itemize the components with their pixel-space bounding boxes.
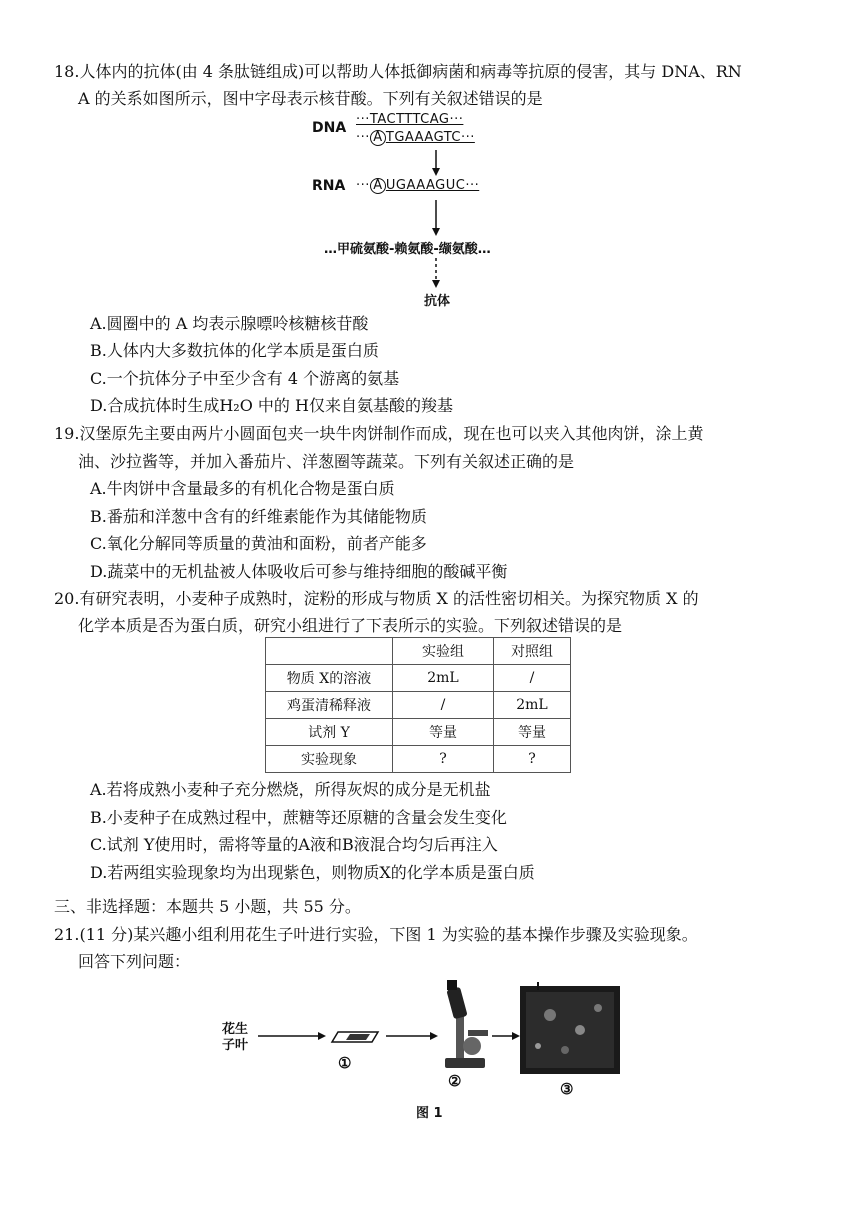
q20-stem-line2: 化学本质是否为蛋白质，研究小组进行了下表所示的实验。下列叙述错误的是 [78, 616, 623, 635]
table-cell [266, 638, 393, 665]
table-cell: 鸡蛋清稀释液 [266, 692, 393, 719]
q18-option-b: B.人体内大多数抗体的化学本质是蛋白质 [90, 341, 379, 360]
arrow-dna-rna-head [432, 168, 440, 176]
table-cell: 对照组 [494, 638, 571, 665]
microscope-icon [445, 980, 488, 1068]
protein-chain: …甲硫氨酸-赖氨酸-缬氨酸… [324, 242, 491, 257]
table-cell: 实验组 [393, 638, 494, 665]
q21-stem-line2: 回答下列问题： [78, 952, 191, 971]
rna-strand [356, 178, 479, 194]
arrow-rna-protein-head [432, 228, 440, 236]
q18-option-a: A.圆圈中的 A 均表示腺嘌呤核糖核苷酸 [90, 314, 369, 333]
arrow-1-head [318, 1032, 326, 1040]
figure-1 [220, 960, 640, 1120]
q20-stem-line1: 20.有研究表明，小麦种子成熟时，淀粉的形成与物质 X 的活性密切相关。为探究物质 X 的 [54, 589, 699, 608]
dna-label: DNA [312, 120, 347, 136]
peanut-label-line1: 花生 [222, 1022, 249, 1037]
micrograph-image [520, 982, 620, 1074]
q18-stem-line2: A 的关系如图所示，图中字母表示核苷酸。下列有关叙述错误的是 [78, 89, 543, 108]
step-1-label: ① [338, 1054, 352, 1072]
q19-option-a: A.牛肉饼中含量最多的有机化合物是蛋白质 [90, 479, 395, 498]
step-2-label: ② [448, 1072, 462, 1090]
table-cell: 试剂 Y [266, 719, 393, 746]
q20-option-c: C.试剂 Y使用时，需将等量的A液和B液混合均匀后再注入 [90, 835, 498, 854]
rna-strand-dots: ··· [356, 178, 370, 193]
table-row [266, 665, 571, 692]
q20-option-b: B.小麦种子在成熟过程中，蔗糖等还原糖的含量会发生变化 [90, 808, 507, 827]
table-cell: ? [393, 746, 494, 773]
dna-strand-dots: ··· [356, 130, 370, 145]
peanut-label-line2: 子叶 [222, 1038, 249, 1053]
dna-rna-protein-figure [300, 108, 560, 308]
arrow-2-head [430, 1032, 438, 1040]
step-3-label: ③ [560, 1080, 574, 1098]
q18-option-d: D.合成抗体时生成H₂O 中的 H仅来自氨基酸的羧基 [90, 396, 453, 415]
q21-stem-line1: 21.(11 分)某兴趣小组利用花生子叶进行实验，下图 1 为实验的基本操作步骤及实验现象。 [54, 925, 698, 944]
table-cell: / [393, 692, 494, 719]
antibody-label: 抗体 [424, 294, 451, 309]
table-cell: 2mL [494, 692, 571, 719]
figure-arrows [300, 108, 560, 308]
arrow-protein-antibody-head [432, 280, 440, 288]
table-cell: 等量 [494, 719, 571, 746]
table-header-row [266, 638, 571, 665]
q19-stem-line2: 油、沙拉酱等，并加入番茄片、洋葱圈等蔬菜。下列有关叙述正确的是 [78, 452, 575, 471]
arrow-3-head [512, 1032, 520, 1040]
experiment-table [265, 637, 571, 773]
table-cell: 等量 [393, 719, 494, 746]
table-row [266, 692, 571, 719]
figure-1-caption: 图 1 [416, 1106, 443, 1121]
rna-circled-a: A [370, 178, 386, 194]
table-cell: 2mL [393, 665, 494, 692]
q19-stem-line1: 19.汉堡原先主要由两片小圆面包夹一块牛肉饼制作而成，现在也可以夹入其他肉饼，涂上黄 [54, 424, 704, 443]
q19-option-b: B.番茄和洋葱中含有的纤维素能作为其储能物质 [90, 507, 427, 526]
q20-option-a: A.若将成熟小麦种子充分燃烧，所得灰烬的成分是无机盐 [90, 780, 491, 799]
dna-coding-rest: TGAAAGTC··· [385, 130, 475, 145]
table-cell: 物质 X的溶液 [266, 665, 393, 692]
q20-option-d: D.若两组实验现象均为出现紫色，则物质X的化学本质是蛋白质 [90, 863, 535, 882]
q18-stem-line1: 18.人体内的抗体(由 4 条肽链组成)可以帮助人体抵御病菌和病毒等抗原的侵害，其与 DNA、RN [54, 62, 742, 81]
table-row [266, 719, 571, 746]
table-cell: ? [494, 746, 571, 773]
slide-icon [332, 1032, 378, 1042]
figure-1-drawing [220, 960, 640, 1120]
section-heading: 三、非选择题：本题共 5 小题，共 55 分。 [54, 897, 361, 916]
q19-option-d: D.蔬菜中的无机盐被人体吸收后可参与维持细胞的酸碱平衡 [90, 562, 508, 581]
q19-option-c: C.氧化分解同等质量的黄油和面粉，前者产能多 [90, 534, 427, 553]
rna-label: RNA [312, 178, 346, 194]
dna-template-strand: ···TACTTTCAG··· [356, 112, 464, 127]
table-row [266, 746, 571, 773]
q18-option-c: C.一个抗体分子中至少含有 4 个游离的氨基 [90, 369, 400, 388]
table-cell: 实验现象 [266, 746, 393, 773]
table-cell: / [494, 665, 571, 692]
rna-rest: UGAAAGUC··· [385, 178, 480, 193]
dna-circled-a: A [370, 130, 386, 146]
